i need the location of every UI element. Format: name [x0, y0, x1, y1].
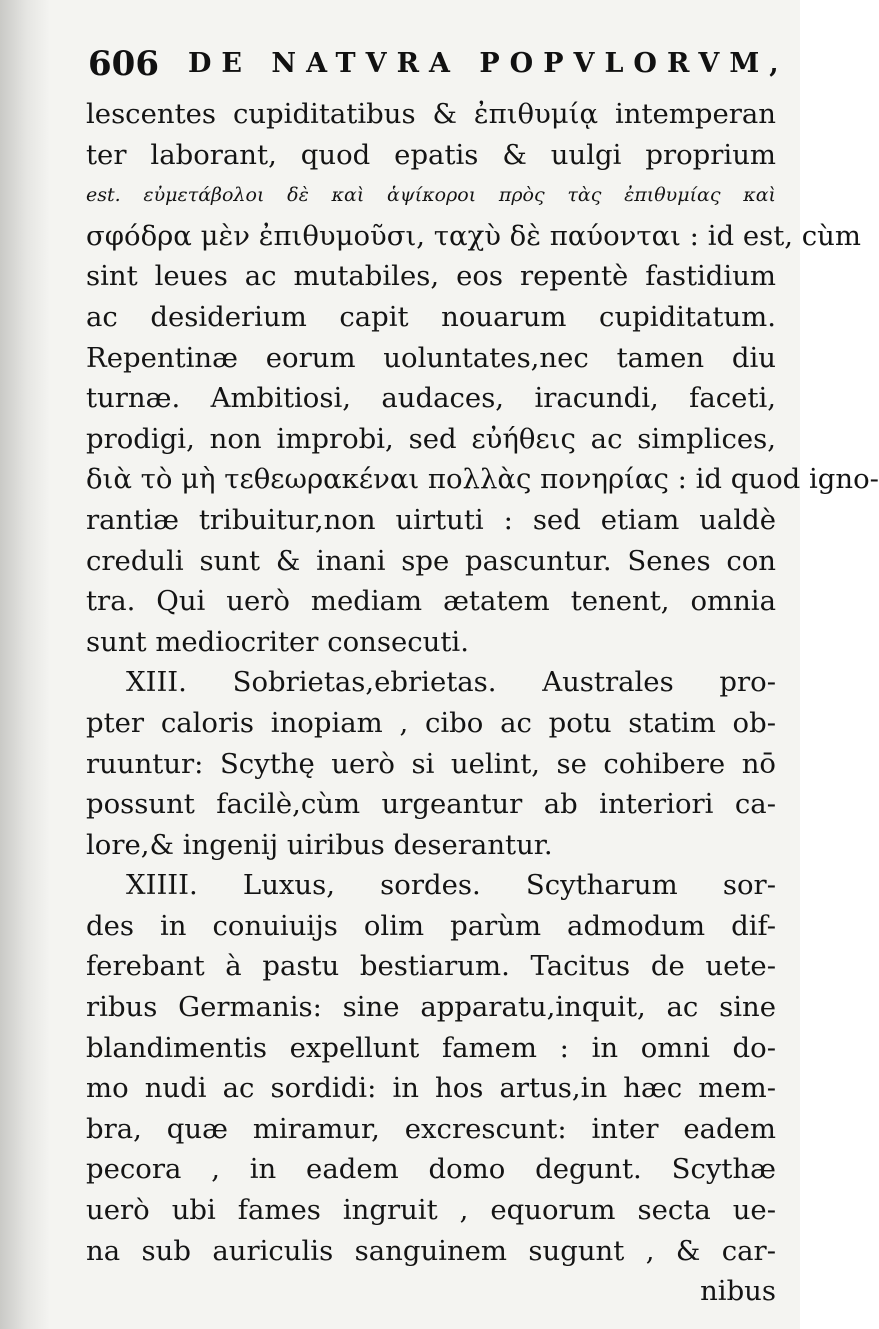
- running-title: DE NATVRA POPVLORVM,: [188, 48, 789, 79]
- text-line: lescentes cupiditatibus & ἐπιθυμίᾳ intemperan: [86, 98, 776, 130]
- text-line-greek: est. εὐμετάβολοι δὲ καὶ ἁψίκοροι πρὸς τὰς ἐπιθυμίας καὶ: [86, 184, 776, 207]
- text-line: rantiæ tribuitur,non uirtuti : sed etiam ualdè: [86, 503, 776, 536]
- text-line: pter caloris inopiam , cibo ac potu statim ob-: [86, 706, 776, 739]
- section-heading-line: XIIII. Luxus, sordes. Scytharum sor-: [126, 869, 776, 902]
- text-line: turnæ. Ambitiosi, audaces, iracundi, faceti,: [86, 382, 776, 415]
- text-line: bra, quæ miramur, excrescunt: inter eadem: [86, 1112, 776, 1145]
- text-line: possunt facilè,cùm urgeantur ab interiori ca-: [86, 788, 776, 821]
- text-line: lore,& ingenij uiribus deserantur.: [86, 828, 553, 861]
- text-line: pecora , in eadem domo degunt. Scythæ: [86, 1153, 776, 1186]
- text-line: Repentinæ eorum uoluntates,nec tamen diu: [86, 341, 776, 374]
- text-line: des in conuiuijs olim parùm admodum dif-: [86, 909, 776, 942]
- text-line: na sub auriculis sanguinem sugunt , & car-: [86, 1234, 776, 1267]
- text-line: prodigi, non improbi, sed εὐήθεις ac simplices,: [86, 422, 776, 455]
- section-heading-line: XIII. Sobrietas,ebrietas. Australes pro-: [126, 666, 776, 699]
- text-line: sint leues ac mutabiles, eos repentè fastidium: [86, 260, 776, 293]
- text-line: blandimentis expellunt famem : in omni do-: [86, 1031, 776, 1064]
- page-header: [88, 38, 789, 88]
- catchword: nibus: [700, 1275, 776, 1308]
- page-number: 606: [88, 44, 159, 84]
- text-line: ac desiderium capit nouarum cupiditatum.: [86, 300, 776, 333]
- text-line: mo nudi ac sordidi: in hos artus,in hæc mem-: [86, 1072, 776, 1105]
- text-line: διὰ τὸ μὴ τεθεωρακέναι πολλὰς πονηρίας : id quod igno-: [86, 463, 879, 496]
- text-line: tra. Qui uerò mediam ætatem tenent, omnia: [86, 585, 776, 618]
- text-line: creduli sunt & inani spe pascuntur. Senes con: [86, 544, 776, 577]
- text-line: ruuntur: Scythę uerò si uelint, se cohibere nō: [86, 747, 776, 780]
- text-line: uerò ubi fames ingruit , equorum secta ue-: [86, 1194, 776, 1227]
- text-line: ter laborant, quod epatis & uulgi proprium: [86, 138, 776, 171]
- text-line: ferebant à pastu bestiarum. Tacitus de uete-: [86, 950, 776, 983]
- text-line: sunt mediocriter consecuti.: [86, 625, 469, 658]
- text-line: σφόδρα μὲν ἐπιθυμοῦσι, ταχὺ δὲ παύονται : id est, cùm: [86, 219, 861, 252]
- text-line: ribus Germanis: sine apparatu,inquit, ac sine: [86, 991, 776, 1024]
- page-gutter-shadow: [0, 0, 50, 1329]
- text-block: [86, 94, 879, 1312]
